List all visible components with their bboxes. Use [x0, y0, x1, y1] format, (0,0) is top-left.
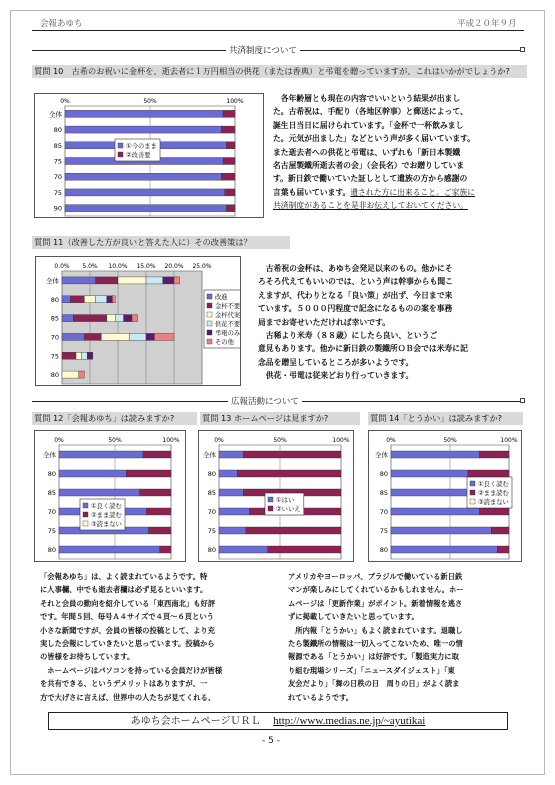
x-tick-label: 0% — [54, 437, 64, 444]
category-label: 80 — [50, 371, 59, 380]
legend-swatch — [83, 503, 88, 508]
category-label: 全体 — [375, 451, 388, 459]
category-label: 全体 — [49, 110, 62, 119]
bar-segment — [480, 451, 510, 458]
bar-segment — [154, 333, 174, 340]
category-label: 75 — [47, 527, 56, 535]
bar-segment — [146, 333, 154, 340]
category-label: 80 — [50, 295, 59, 304]
text-line: です。年間５回、毎号Ａ４サイズで４頁～６頁という — [40, 612, 214, 622]
text-line: 「会報あゆち」は、よく読まれているようです。特 — [40, 572, 208, 581]
text-line: 報源である「とうかい」は好評です。「製造実力に取 — [288, 652, 459, 662]
category-label: 75 — [379, 527, 388, 535]
bar-segment — [146, 508, 171, 515]
text-line: 所内報「とうかい」もよく読まれています。退職し — [288, 625, 463, 635]
text-line: 供花・弔電は従来どおり行っていきます。 — [258, 371, 414, 381]
text-line: 実した会報にしていきたいと思っています。投稿から — [40, 639, 215, 649]
text-line: 友会だより」「舞の日秩の日 周りの日」がよく読ま — [288, 679, 460, 689]
bar-segment — [62, 352, 76, 359]
x-tick-label: 50% — [108, 437, 122, 444]
bar-segment — [126, 470, 171, 477]
bar-segment — [243, 451, 341, 458]
q14-svg — [369, 431, 521, 561]
x-tick-label: 25.0% — [192, 263, 212, 270]
text-line: 古希祝の金杯は、あゆち会発足以来のもの。他かにそ — [258, 264, 453, 273]
bar-segment — [391, 527, 491, 534]
bar-segment — [227, 205, 236, 212]
text-line: す。新日鉄で働いていた証しとして遺族の方から感謝の — [273, 174, 468, 184]
q13-svg — [199, 431, 353, 561]
legend-label: 金杯不要 — [215, 303, 240, 311]
bar-segment — [82, 352, 88, 359]
text-block-4 — [288, 570, 523, 704]
x-tick-label: 100% — [226, 98, 244, 105]
section2-marker-icon — [520, 398, 525, 403]
text-block-2 — [258, 262, 526, 383]
legend-label: その他 — [215, 339, 234, 347]
x-tick-label: 100% — [162, 437, 180, 444]
header-right: 平成２０年９月 — [457, 19, 517, 29]
legend-label: 弔電のみ — [215, 330, 240, 338]
category-label: 75 — [207, 527, 216, 535]
bar-segment — [59, 489, 140, 496]
text-line: た。元気が出ました」などという声が多く届いています。 — [273, 134, 476, 144]
bar-segment — [115, 315, 123, 322]
section1-title: 共済制度について — [226, 44, 300, 56]
text-line: また逝去者への供花と弔電は、いずれも「新日本製鐵 — [273, 147, 461, 157]
bar-segment — [65, 126, 221, 133]
section2-title: 広報活動について — [228, 395, 302, 407]
bar-segment — [391, 546, 497, 553]
category-label: 80 — [47, 470, 56, 478]
category-label: 70 — [50, 333, 59, 342]
homepage-url-link[interactable]: http://www.medias.ne.jp/~ayutikai — [273, 715, 426, 727]
text-line: ずに掲載していきたいと思っています。 — [288, 612, 419, 622]
text-line: 意見もあります。他かに新日鉄の製鐵所ＯＢ会では米寿に記 — [258, 344, 468, 354]
q11-question: 質問 11（改善した方が良いと答えた人に）その改善策は？ — [32, 236, 290, 249]
bar-segment — [59, 470, 126, 477]
bar-segment — [140, 489, 171, 496]
category-label: 85 — [207, 489, 216, 497]
section1-marker-icon — [520, 47, 525, 52]
bar-segment — [112, 296, 115, 303]
x-tick-label: 0% — [214, 437, 224, 444]
text-line: ろそろ代えてもいいのでは、という声は幹事からも聞こ — [258, 277, 453, 287]
bar-segment — [219, 470, 237, 477]
text-line: 方で大げさに言えば、世界中の人たちが見てくれる、 — [40, 692, 216, 702]
bar-segment — [219, 451, 243, 458]
legend-label: ①良く読む — [478, 481, 509, 489]
legend-swatch — [207, 312, 212, 317]
category-label: 80 — [53, 126, 62, 135]
bar-segment — [84, 296, 95, 303]
text-line: マンが楽しみにしてくれているかもしれません。ホー — [288, 585, 464, 595]
plot-area — [62, 271, 202, 384]
q12-svg — [35, 431, 185, 561]
x-tick-label: 100% — [332, 437, 350, 444]
bar-segment — [221, 173, 235, 180]
legend-label: ③読まない — [478, 499, 509, 507]
bar-segment — [79, 371, 85, 378]
text-line-start: 言葉も届いています。 — [273, 187, 351, 197]
x-tick-label: 50% — [443, 437, 457, 444]
bar-segment — [143, 451, 171, 458]
q12-chart — [34, 430, 186, 562]
category-label: 70 — [47, 508, 56, 516]
legend-label: 改進 — [215, 294, 228, 302]
bar-segment — [96, 277, 118, 284]
bar-segment — [76, 352, 82, 359]
header-left: 会報あゆち — [40, 19, 83, 29]
text-line: た。古希祝は、手配り（各地区幹事）と郵送によって、 — [273, 107, 468, 117]
category-label: 70 — [379, 508, 388, 516]
bar-segment — [124, 315, 132, 322]
text-line: 名古屋製鐵所逝去者の会」（会長名）でお贈りしていま — [273, 161, 465, 171]
legend-swatch — [207, 330, 212, 335]
bar-segment — [107, 296, 113, 303]
bar-segment — [65, 110, 223, 117]
legend-swatch — [118, 143, 123, 148]
legend-swatch — [207, 339, 212, 344]
text-block-3 — [40, 570, 272, 704]
bar-segment — [101, 333, 129, 340]
bar-segment — [70, 296, 84, 303]
bar-segment — [221, 126, 235, 133]
bar-segment — [227, 142, 236, 149]
text-line: ホームページはパソコンを持っている会員だけが皆様 — [40, 665, 223, 675]
x-tick-label: 50% — [143, 98, 157, 105]
bar-segment — [65, 205, 227, 212]
legend-swatch — [118, 152, 123, 157]
x-tick-label: 15.0% — [136, 263, 156, 270]
legend-label: ③読まない — [91, 521, 122, 529]
q14-chart — [368, 430, 522, 562]
bar-segment — [163, 277, 174, 284]
legend-label: ②まま読む — [91, 512, 122, 520]
x-tick-label: 0.0% — [54, 263, 70, 270]
bar-segment — [223, 158, 235, 165]
q11-chart — [35, 256, 241, 386]
bar-segment — [225, 189, 235, 196]
legend-swatch — [207, 294, 212, 299]
bar-segment — [96, 296, 107, 303]
underlined-text: 共済制度があることを是非お伝えしておいてください。 — [273, 201, 468, 211]
legend-label: 供花不要 — [215, 321, 240, 329]
legend-label: ②いいえ — [276, 506, 301, 514]
legend-swatch — [470, 481, 475, 486]
x-tick-label: 0% — [60, 98, 70, 105]
text-line: れているようです。 — [288, 692, 354, 702]
bar-segment — [219, 489, 243, 496]
category-label: 80 — [47, 546, 56, 554]
legend-label: ②まま読む — [478, 490, 509, 498]
bar-segment — [118, 277, 146, 284]
header-rule — [32, 30, 524, 31]
q13-chart — [198, 430, 354, 562]
bar-segment — [160, 546, 171, 553]
text-line: ムページは「更新作業」がポイント。新着情報を逃さ — [288, 598, 463, 608]
text-line: に人事欄、中でも逝去者欄は必ず見るといいます。 — [40, 585, 208, 595]
bar-segment — [174, 277, 180, 284]
page-number: - 5 - — [262, 736, 280, 746]
q13-question: 質問 13 ホームページは見ますか? — [200, 412, 360, 425]
bar-segment — [246, 527, 341, 534]
text-line: を共有できる、というデメリットはありますが、一 — [40, 679, 208, 689]
homepage-url-label: あゆち会ホームページＵＲＬ — [130, 716, 261, 727]
legend-swatch — [470, 499, 475, 504]
bar-segment — [149, 527, 171, 534]
q10-svg — [35, 94, 263, 217]
text-line: 古稀より米寿（８８歳）にしたら良い、というご — [258, 331, 438, 341]
bar-segment — [391, 470, 468, 477]
category-label: 80 — [207, 546, 216, 554]
text-line: 各年齢層とも現在の内容でいいという結果が出まし — [273, 94, 461, 103]
q11-svg — [36, 257, 240, 385]
bar-segment — [223, 110, 235, 117]
category-label: 75 — [53, 188, 62, 197]
legend-swatch — [268, 506, 273, 511]
x-tick-label: 20.0% — [164, 263, 184, 270]
x-tick-label: 100% — [500, 437, 518, 444]
bar-segment — [237, 470, 341, 477]
bar-segment — [219, 527, 246, 534]
bar-segment — [268, 546, 341, 553]
x-tick-label: 50% — [273, 437, 287, 444]
category-label: 80 — [207, 470, 216, 478]
q14-question: 質問 14「とうかい」は読みますか? — [368, 412, 523, 425]
category-label: 70 — [53, 173, 62, 182]
bar-segment — [219, 508, 250, 515]
bar-segment — [480, 508, 510, 515]
category-label: 70 — [207, 508, 216, 516]
text-line: 小さな新聞ですが、会員の皆様の投稿として、より充 — [40, 625, 215, 635]
text-block-1 — [273, 92, 528, 213]
bar-segment — [468, 470, 509, 477]
bar-segment — [391, 451, 480, 458]
bar-segment — [391, 508, 480, 515]
category-label: 85 — [379, 489, 388, 497]
bar-segment — [391, 489, 474, 496]
legend-label: ①はい — [276, 497, 295, 505]
legend-swatch — [268, 497, 273, 502]
bar-segment — [146, 277, 163, 284]
text-line: ています。５０００円程度で記念になるものの案を事務 — [258, 304, 453, 314]
legend-swatch — [207, 303, 212, 308]
bar-segment — [62, 296, 70, 303]
bar-segment — [132, 315, 138, 322]
bar-segment — [59, 451, 143, 458]
category-label: 85 — [50, 314, 59, 323]
legend-label: ②改善要 — [126, 152, 151, 160]
q12-question: 質問 12「会報あゆち」は読みますか? — [32, 412, 197, 425]
legend-swatch — [207, 321, 212, 326]
bar-segment — [62, 277, 96, 284]
text-line: えますが、代わりとなる「良い策」が出ず、今日まで来 — [258, 290, 453, 300]
bar-segment — [73, 315, 107, 322]
category-label: 80 — [379, 470, 388, 478]
text-line: 誕生日当日に届けられています。「金杯で一杯飲みまし — [273, 120, 464, 130]
category-label: 全体 — [46, 276, 59, 285]
category-label: 85 — [47, 489, 56, 497]
bar-segment — [62, 371, 79, 378]
category-label: 85 — [53, 141, 62, 150]
page-number-value: 5 — [268, 736, 274, 746]
category-label: 全体 — [203, 451, 216, 459]
bar-segment — [84, 333, 101, 340]
bar-segment — [497, 546, 509, 553]
legend-swatch — [470, 490, 475, 495]
text-line-end: 。ご家族に — [436, 187, 476, 197]
bar-segment — [59, 546, 160, 553]
q10-chart — [34, 93, 264, 218]
bar-segment — [65, 173, 221, 180]
text-line: り組む現場シリーズ」「ニュースダイジェスト」「東 — [288, 665, 455, 675]
x-tick-label: 10.0% — [108, 263, 128, 270]
homepage-url-box — [48, 712, 508, 730]
text-line: 局までお寄せいただければ幸いです。 — [258, 317, 390, 327]
legend-label: 金杯代案 — [215, 312, 240, 320]
bar-segment — [65, 189, 225, 196]
bar-segment — [129, 333, 146, 340]
category-label: 80 — [379, 546, 388, 554]
legend-label: ①今のまま — [126, 143, 157, 151]
text-line: それと会員の動向を紹介している「東西南北」も好評 — [40, 598, 216, 608]
x-tick-label: 0% — [386, 437, 396, 444]
category-label: 75 — [53, 157, 62, 166]
text-line — [273, 186, 528, 199]
bar-segment — [62, 315, 73, 322]
text-line: たら製鐵所の情報は一切入ってこないため、唯一の情 — [288, 639, 463, 649]
text-line: アメリカやヨーロッパ、ブラジルで働いている新日鉄 — [288, 572, 463, 581]
category-label: 全体 — [43, 451, 56, 459]
text-line: 念品を贈呈しているところが多いようです。 — [258, 357, 414, 367]
bar-segment — [107, 315, 115, 322]
category-label: 75 — [50, 352, 59, 361]
bar-segment — [62, 333, 84, 340]
x-tick-label: 5.0% — [82, 263, 98, 270]
bar-segment — [219, 546, 268, 553]
q10-question: 質問 10 古希のお祝いに金杯を、逝去者に１万円相当の供花（または香典）と弔電を贈っていますが、これはいかがでしょうか? — [32, 65, 527, 78]
bar-segment — [87, 352, 93, 359]
legend-swatch — [83, 512, 88, 517]
category-label: 90 — [53, 204, 62, 213]
legend-swatch — [83, 521, 88, 526]
underlined-text: 遺された方に出来ること — [350, 187, 437, 197]
bar-segment — [491, 527, 509, 534]
text-line: の皆様をお待ちしています。 — [40, 652, 135, 662]
legend-label: ①良く読む — [91, 503, 122, 511]
